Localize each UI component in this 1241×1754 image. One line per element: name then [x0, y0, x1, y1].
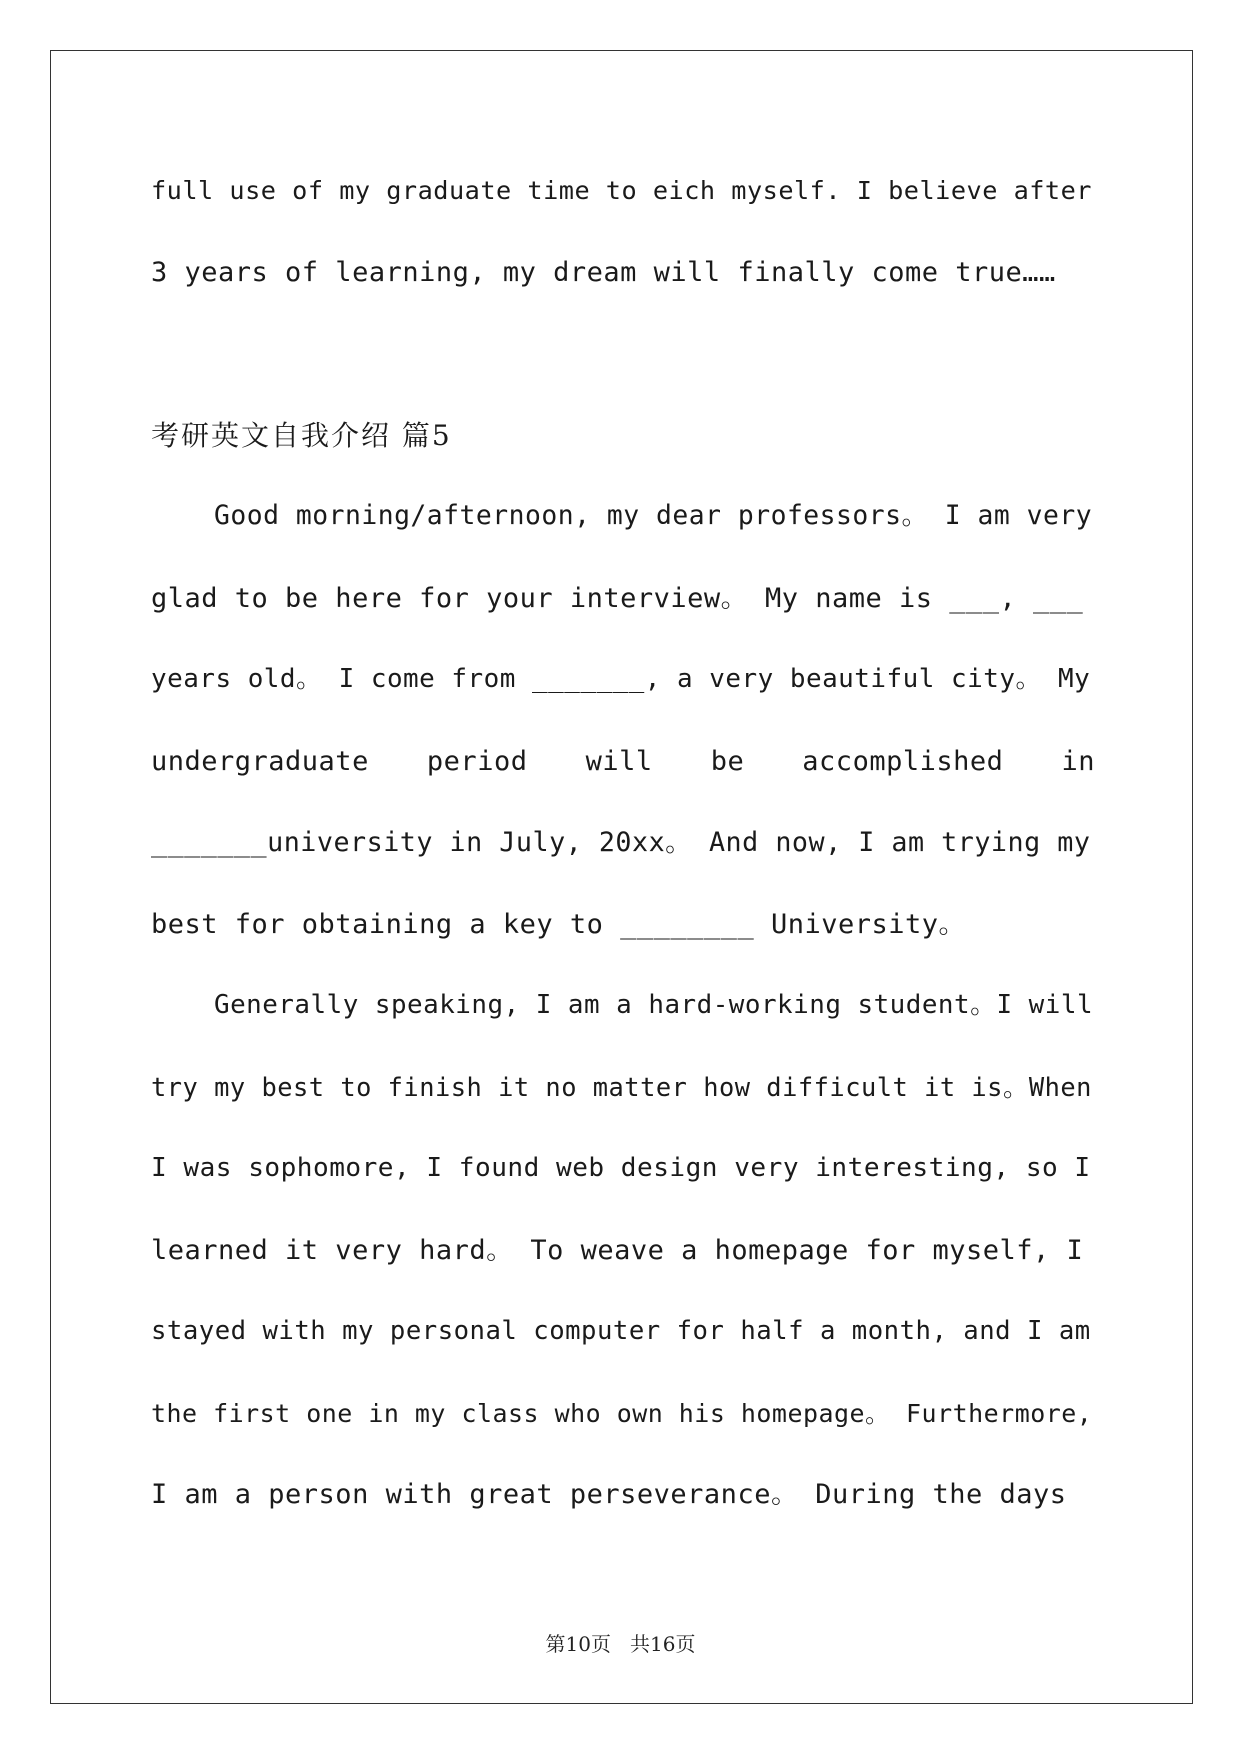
- word: be: [710, 745, 745, 777]
- section-heading: 考研英文自我介绍 篇5: [151, 418, 452, 452]
- text-line: I am a person with great perseverance。 During the days: [151, 1479, 1067, 1510]
- word: accomplished: [802, 745, 1004, 777]
- text-line: Good morning/afternoon, my dear professors。 I am very: [214, 501, 1093, 531]
- page-number: 第10页: [545, 1632, 611, 1656]
- text-line: years old。 I come from _______, a very beautiful city。 My: [151, 664, 1091, 694]
- text-line: stayed with my personal computer for half a month, and I am: [151, 1316, 1091, 1346]
- page-total: 共16页: [630, 1632, 696, 1656]
- text-line: Generally speaking, I am a hard-working student。I will: [214, 990, 1094, 1020]
- blank-line: [151, 313, 1095, 395]
- page-footer: [0, 1628, 1241, 1657]
- word: in: [1061, 745, 1095, 777]
- text-line: best for obtaining a key to ________ University。: [151, 908, 967, 940]
- text-line: 3 years of learning, my dream will finally come true……: [151, 256, 1056, 288]
- text-line: the first one in my class who own his homepage。 Furthermore,: [151, 1398, 1093, 1428]
- text-line-justified: [151, 721, 1095, 803]
- word: period: [426, 745, 528, 777]
- text-line: _______university in July, 20xx。 And now, I am trying my: [151, 827, 1091, 858]
- text-line: full use of my graduate time to eich myself. I believe after: [151, 176, 1092, 205]
- text-line: glad to be here for your interview。 My name is ___, ___: [151, 582, 1084, 614]
- text-line: I was sophomore, I found web design very interesting, so I: [151, 1153, 1091, 1183]
- document-body: [151, 150, 1095, 1536]
- word: will: [585, 745, 653, 777]
- word: undergraduate: [151, 745, 369, 777]
- text-line: learned it very hard。 To weave a homepage for myself, I: [151, 1234, 1084, 1266]
- text-line: try my best to finish it no matter how difficult it is。When: [151, 1071, 1092, 1102]
